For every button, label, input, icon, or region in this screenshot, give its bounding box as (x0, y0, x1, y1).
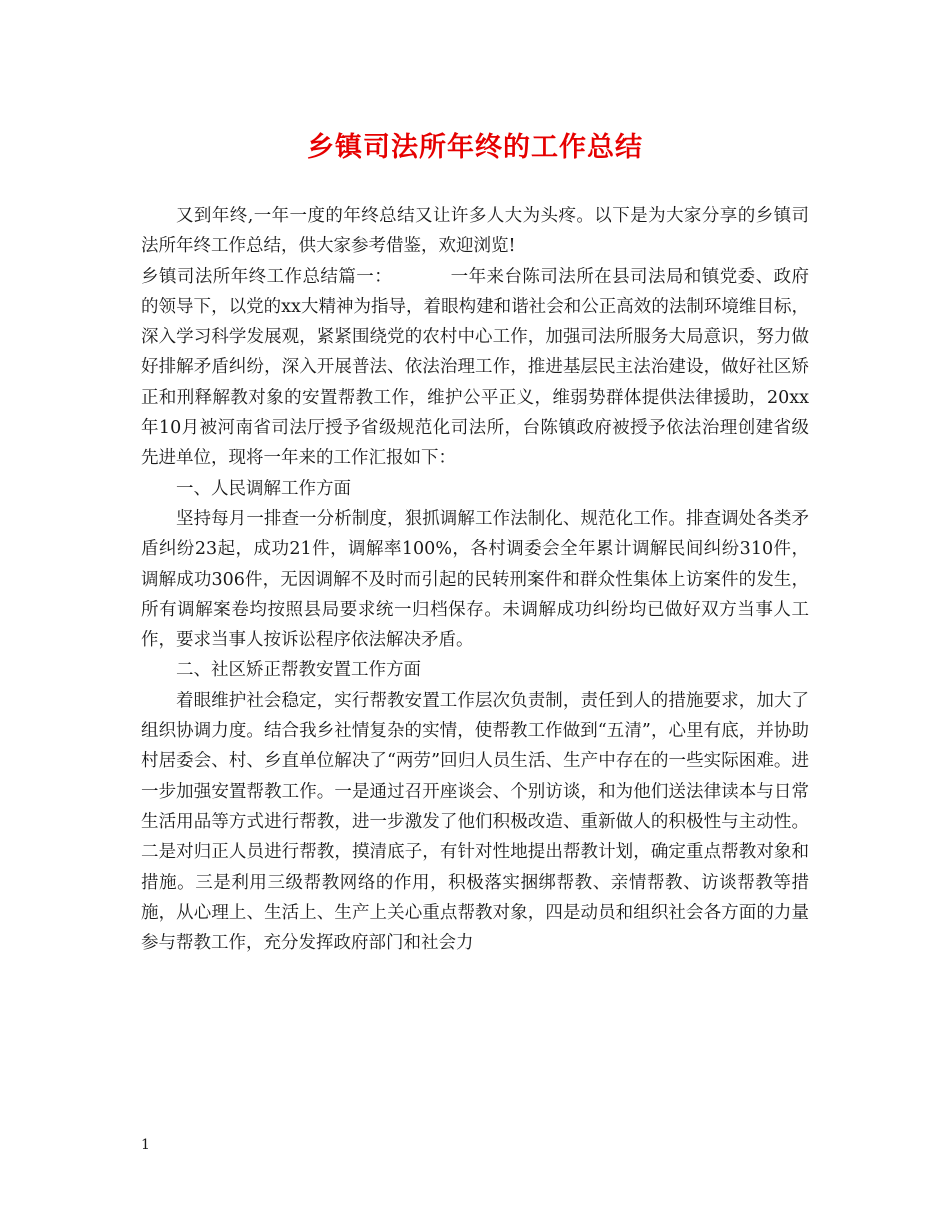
section-heading-mediation: 一、人民调解工作方面 (176, 478, 351, 499)
document-body (141, 201, 809, 958)
part-label: 乡镇司法所年终工作总结篇一： (141, 266, 393, 287)
part-body: 一年来台陈司法所在县司法局和镇党委、政府的领导下，以党的xx大精神为指导，着眼构建和谐社会和公正高效的法制环境维目标，深入学习科学发展观，紧紧围绕党的农村中心工作，加强司法所服务大局意识，努力做好排解矛盾纠纷，深入开展普法、依法治理工作，推进基层民主法治建设，做好社区矫正和刑释解教对象的安置帮教工作，维护公平正义，维弱势群体提供法律援助，20xx年10月被河南省司法厅授予省级规范化司法所，台陈镇政府被授予依法治理创建省级先进单位，现将一年来的工作汇报如下： (141, 266, 810, 469)
mediation-paragraph: 坚持每月一排查一分析制度，狠抓调解工作法制化、规范化工作。排查调处各类矛盾纠纷23起，成功21件，调解率100%，各村调委会全年累计调解民间纠纷310件，调解成功306件，无因调解不及时而引起的民转刑案件和群众性集体上访案件的发生，所有调解案卷均按照县局要求统一归档保存。未调解成功纠纷均已做好双方当事人工作，要求当事人按诉讼程序依法解决矛盾。 (141, 508, 809, 651)
community-correction-paragraph: 着眼维护社会稳定，实行帮教安置工作层次负责制，责任到人的措施要求，加大了组织协调力度。结合我乡社情复杂的实情，使帮教工作做到“五清”，心里有底，并协助村居委会、村、乡直单位解决了“两劳”回归人员生活、生产中存在的一些实际困难。进一步加强安置帮教工作。一是通过召开座谈会、个别访谈，和为他们送法律读本与日常生活用品等方式进行帮教，进一步激发了他们积极改造、重新做人的积极性与主动性。二是对归正人员进行帮教，摸清底子，有针对性地提出帮教计划，确定重点帮教对象和措施。三是利用三级帮教网络的作用，积极落实捆绑帮教、亲情帮教、访谈帮教等措施，从心理上、生活上、生产上关心重点帮教对象，四是动员和组织社会各方面的力量参与帮教工作，充分发挥政府部门和社会力 (141, 690, 809, 954)
intro-paragraph: 又到年终,一年一度的年终总结又让许多人大为头疼。以下是为大家分享的乡镇司法所年终工作总结，供大家参考借鉴，欢迎浏览! (141, 206, 809, 257)
section-heading-community-correction: 二、社区矫正帮教安置工作方面 (176, 660, 421, 681)
document-title: 乡镇司法所年终的工作总结 (307, 132, 643, 163)
part-one-paragraph (141, 262, 809, 474)
page-number: 1 (141, 1137, 150, 1153)
